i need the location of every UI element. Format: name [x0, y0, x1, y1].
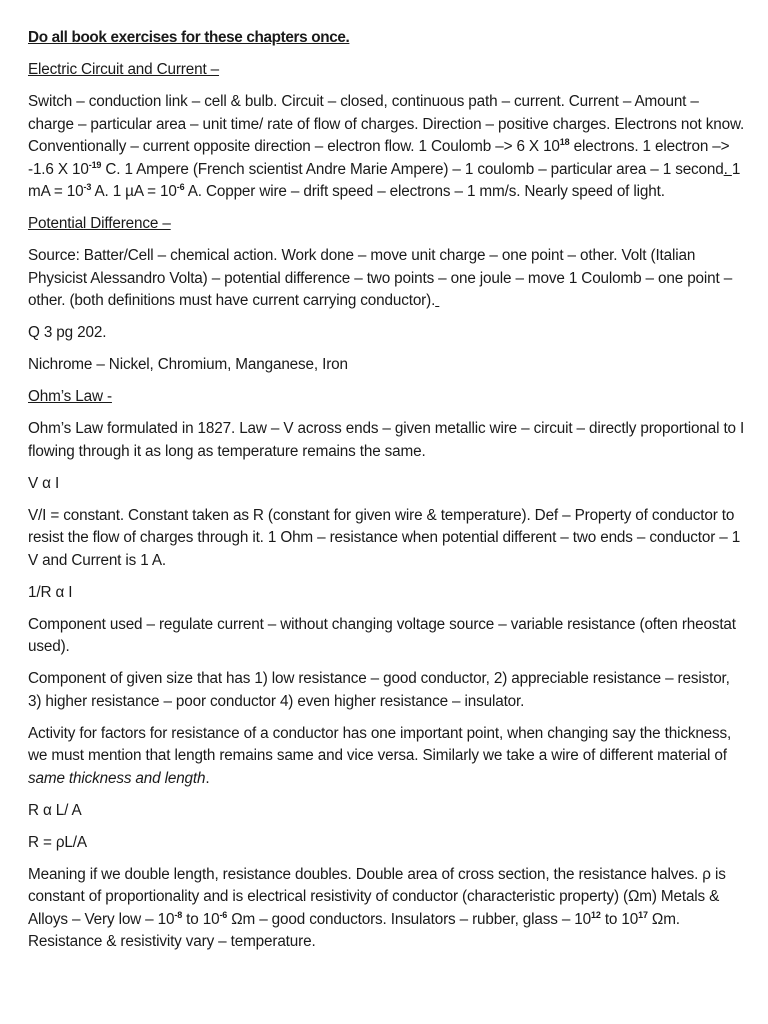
electric-circuit-paragraph: [28, 91, 746, 204]
eq3-text: R α L/ A: [28, 801, 82, 819]
ohms-p1-text: Ohm’s Law formulated in 1827. Law – V across ends – given metallic wire – circuit – directly proportional to I flowing through it as long as temperature remains the same.: [28, 420, 745, 460]
ec-sup-4: -6: [176, 182, 185, 192]
ohms-law-heading: Ohm’s Law -: [28, 388, 112, 405]
ohms-p5-italic: same thickness and length: [28, 769, 206, 787]
main-title-text: Do all book exercises for these chapters once.: [28, 29, 350, 46]
section-heading-ohms-law: [28, 386, 746, 409]
eq4-text: R = ρL/A: [28, 833, 87, 851]
equation-r-alpha-l-a: [28, 800, 746, 823]
pd-text: Source: Batter/Cell – chemical action. Work done – move unit charge – one point – other. Volt (Italian Physicist Alessandro Volta) – potential difference – two points – one joule – move 1 Coulomb – one point – other. (both definitions must have current carrying conductor).: [28, 247, 733, 309]
eq2-text: 1/R α I: [28, 583, 73, 601]
ohms-p6-text-4: to 10: [600, 910, 639, 928]
section-heading-electric-circuit: [28, 59, 746, 82]
ohms-p4-text: Component of given size that has 1) low resistance – good conductor, 2) appreciable resistance – resistor, 3) higher resistance – poor conductor 4) even higher resistance – insulator.: [28, 670, 730, 710]
pd-trail-underline: [435, 292, 439, 309]
question-ref: [28, 322, 746, 345]
ohms-p3-text: Component used – regulate current – without changing voltage source – variable resistance (often rheostat used).: [28, 615, 736, 655]
eq1-text: V α I: [28, 474, 60, 492]
section-heading-potential-difference: [28, 213, 746, 236]
nichrome-line: [28, 354, 746, 377]
ec-sup-3: -3: [83, 182, 92, 192]
ohms-p6-sup-3: 12: [591, 909, 601, 920]
electric-circuit-heading: Electric Circuit and Current –: [28, 61, 220, 78]
ohms-p6-text-5: Ωm. Resistance & resistivity vary – temperature.: [28, 910, 680, 950]
ec-text-1: Switch – conduction link – cell & bulb. Circuit – closed, continuous path – current. Current – Amount – charge – particular area – unit time/ rate of flow of charges. Direction – positive charges. Electrons not know. Conventionally – current opposite direction – electron flow. 1 Coulomb –> 6 X 10: [28, 93, 745, 155]
equation-r-rho-l-a: [28, 832, 746, 855]
ec-text-2: electrons. 1 electron –> -1.6 X 10: [28, 138, 730, 178]
q3-text: Q 3 pg 202.: [28, 324, 107, 341]
ohms-law-paragraph-4: [28, 668, 746, 713]
equation-v-alpha-i: [28, 473, 746, 496]
equation-1-over-r: [28, 582, 746, 605]
ohms-law-paragraph-2: [28, 505, 746, 573]
ohms-p6-text-2: to 10: [182, 910, 220, 928]
ec-sup-2: -19: [88, 159, 102, 170]
ohms-p6-text-3: Ωm – good conductors. Insulators – rubber, glass – 10: [227, 910, 592, 928]
ohms-law-paragraph-6: [28, 864, 746, 954]
ohms-p5-text: Activity for factors for resistance of a conductor has one important point, when changing say the thickness, we must mention that length remains same and vice versa. Similarly we take a wire of different material of: [28, 724, 732, 764]
ohms-law-paragraph-1: [28, 418, 746, 463]
ohms-p6-sup-1: -8: [174, 909, 183, 920]
ec-text-5: A. 1 µA = 10: [91, 183, 177, 200]
ohms-law-paragraph-5: [28, 723, 746, 791]
ec-sup-1: 18: [559, 137, 570, 147]
main-title: [28, 27, 746, 50]
nichrome-text: Nichrome – Nickel, Chromium, Manganese, Iron: [28, 356, 348, 373]
ec-text-4: 1 mA = 10: [28, 160, 741, 200]
ohms-p2-text: V/I = constant. Constant taken as R (constant for given wire & temperature). Def – Property of conductor to resist the flow of charges through it. 1 Ohm – resistance when potential different – two ends – conductor – 1 V and Current is 1 A.: [28, 506, 741, 569]
document-page: [28, 27, 746, 963]
ohms-law-paragraph-3: [28, 614, 746, 659]
ec-text-3-underline: .: [723, 160, 732, 178]
ohms-p6-sup-2: -6: [219, 909, 228, 920]
ohms-p5-end: .: [205, 769, 210, 787]
ec-text-6: A. Copper wire – drift speed – electrons – 1 mm/s. Nearly speed of light.: [184, 183, 665, 200]
ohms-p6-sup-4: 17: [638, 909, 648, 920]
ohms-p6-text-1: Meaning if we double length, resistance doubles. Double area of cross section, the resistance halves. ρ is constant of proportionality and is electrical resistivity of conductor (characteristic property) (Ωm) Metals & Alloys – Very low – 10: [28, 865, 726, 928]
ec-text-3: C. 1 Ampere (French scientist Andre Marie Ampere) – 1 coulomb – particular area – 1 second: [101, 160, 724, 178]
potential-difference-paragraph: [28, 245, 746, 313]
potential-difference-heading: Potential Difference –: [28, 215, 171, 232]
